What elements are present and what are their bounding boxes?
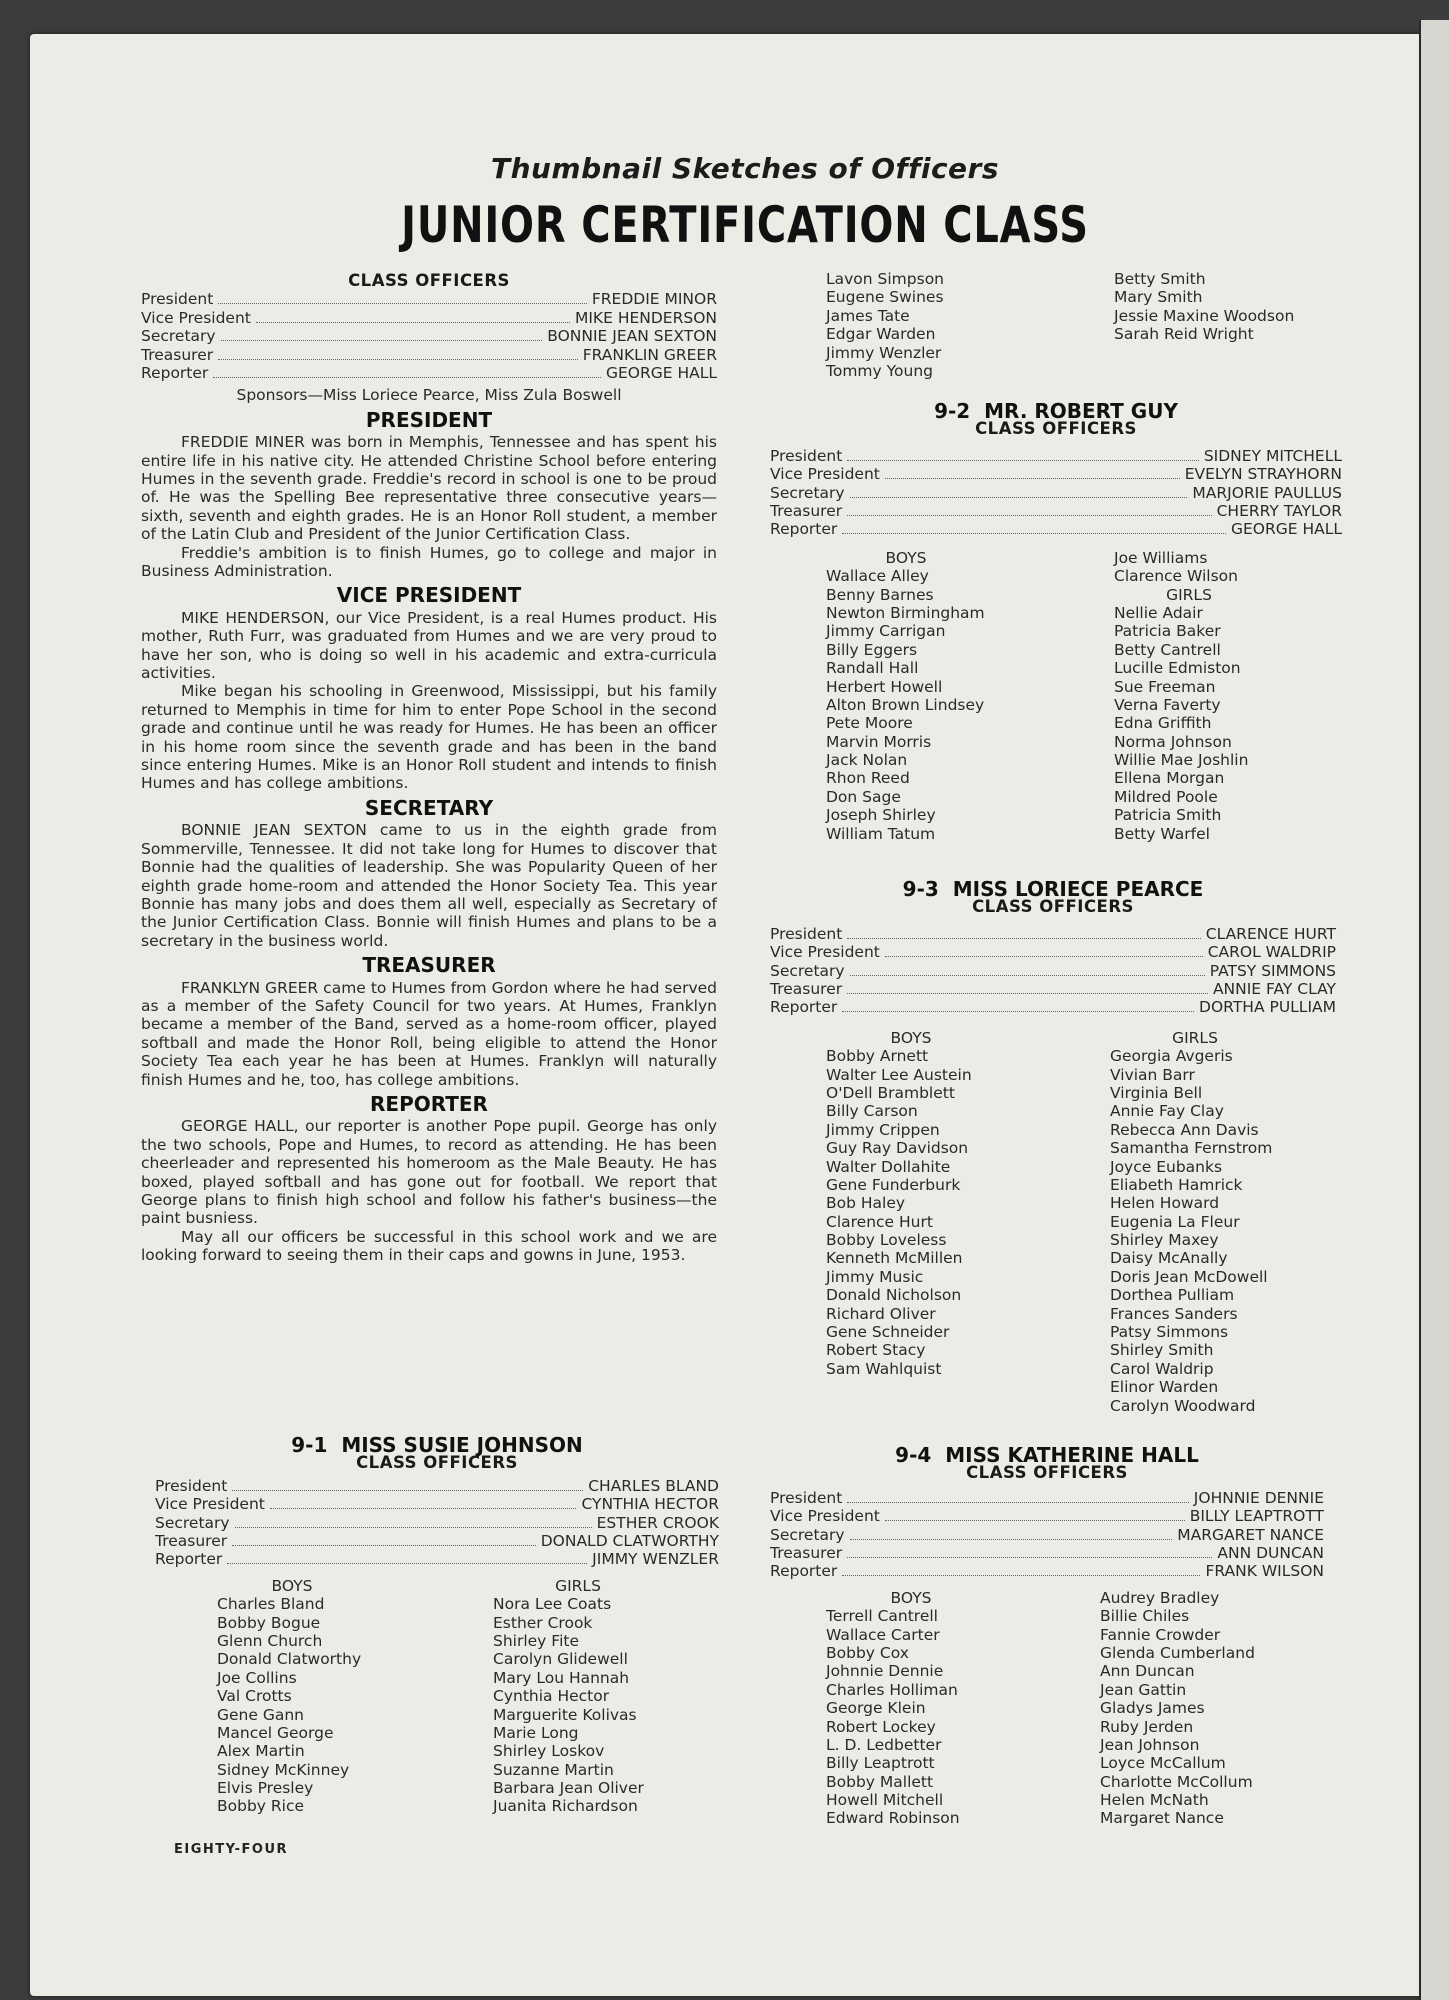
officer-row bbox=[770, 925, 1336, 943]
student-name: Shirley Loskov bbox=[493, 1742, 605, 1761]
student-name: Eugenia La Fleur bbox=[1110, 1212, 1240, 1231]
officer-name: FRANKLIN GREER bbox=[582, 345, 717, 364]
leader-dots bbox=[842, 521, 1226, 534]
student-name: Don Sage bbox=[826, 787, 901, 806]
sketch-body bbox=[141, 1117, 717, 1264]
student-name: Herbert Howell bbox=[826, 677, 943, 696]
student-name: Bobby Mallett bbox=[826, 1772, 934, 1791]
student-name: Walter Dollahite bbox=[826, 1157, 951, 1176]
officer-name: MIKE HENDERSON bbox=[574, 308, 717, 327]
girls-label: GIRLS bbox=[555, 1576, 601, 1595]
student-name: Jean Gattin bbox=[1100, 1680, 1187, 1699]
officer-row bbox=[770, 962, 1336, 980]
student-name: Lavon Simpson bbox=[826, 270, 945, 288]
sponsors-line: Sponsors—Miss Loriece Pearce, Miss Zula Boswell bbox=[236, 386, 622, 405]
student-name: Daisy McAnally bbox=[1110, 1249, 1228, 1268]
officer-name: CHERRY TAYLOR bbox=[1216, 501, 1342, 520]
officer-row bbox=[155, 1495, 719, 1513]
student-name: Tommy Young bbox=[826, 361, 933, 380]
student-name: Newton Birmingham bbox=[826, 603, 985, 622]
leader-dots bbox=[256, 310, 570, 323]
student-name: Joe Williams bbox=[1114, 548, 1208, 567]
sketch-body bbox=[141, 433, 717, 580]
student-name: Richard Oliver bbox=[826, 1304, 936, 1323]
leader-dots bbox=[218, 291, 587, 304]
student-name: Marguerite Kolivas bbox=[493, 1705, 637, 1724]
page-number: EIGHTY-FOUR bbox=[174, 1842, 289, 1857]
student-name: Gene Funderburk bbox=[826, 1175, 961, 1194]
room-9-1-heading bbox=[155, 1433, 719, 1457]
officer-row bbox=[141, 327, 717, 345]
officer-row bbox=[770, 980, 1336, 998]
officer-name: GEORGE HALL bbox=[1230, 520, 1342, 539]
sketch-body bbox=[141, 979, 717, 1089]
main-officers-list bbox=[141, 290, 717, 382]
leader-dots bbox=[885, 466, 1180, 479]
student-name: Norma Johnson bbox=[1114, 732, 1232, 751]
officer-row bbox=[155, 1550, 719, 1568]
student-name: Joseph Shirley bbox=[826, 806, 936, 825]
student-name: Mary Smith bbox=[1114, 288, 1203, 307]
room-teacher: MISS SUSIE JOHNSON bbox=[341, 1433, 583, 1457]
leader-dots bbox=[232, 1533, 536, 1546]
room-number: 9-1 bbox=[291, 1433, 328, 1457]
officer-name: ANNIE FAY CLAY bbox=[1212, 979, 1336, 998]
officer-row bbox=[141, 364, 717, 382]
student-name: Alton Brown Lindsey bbox=[826, 695, 985, 714]
officer-row bbox=[770, 1489, 1324, 1507]
student-name: George Klein bbox=[826, 1699, 926, 1718]
student-name: Betty Warfel bbox=[1114, 824, 1210, 843]
officer-row bbox=[770, 1544, 1324, 1562]
room-9-4-heading bbox=[770, 1443, 1324, 1467]
leader-dots bbox=[847, 1490, 1188, 1503]
student-name: Pete Moore bbox=[826, 714, 913, 733]
boys-label: BOYS bbox=[271, 1576, 313, 1595]
officer-name: BONNIE JEAN SEXTON bbox=[547, 327, 717, 346]
student-name: Eugene Swines bbox=[826, 288, 944, 307]
officer-name: CHARLES BLAND bbox=[588, 1476, 719, 1495]
officer-row bbox=[770, 465, 1342, 483]
student-name: Terrell Cantrell bbox=[826, 1607, 938, 1626]
student-name: Lucille Edmiston bbox=[1114, 659, 1241, 678]
sketch-heading: VICE PRESIDENT bbox=[336, 583, 522, 608]
student-name: Rebecca Ann Davis bbox=[1110, 1120, 1259, 1139]
officer-name: GEORGE HALL bbox=[605, 363, 717, 382]
room-number: 9-3 bbox=[902, 877, 939, 901]
officer-role: Vice President bbox=[770, 465, 880, 484]
officer-role: President bbox=[770, 1488, 843, 1507]
officer-role: President bbox=[770, 924, 843, 943]
student-name: Gladys James bbox=[1100, 1699, 1205, 1718]
officer-name: MARGARET NANCE bbox=[1177, 1525, 1324, 1544]
facing-page-edge bbox=[1419, 20, 1449, 2000]
officer-row bbox=[770, 520, 1342, 538]
sketch-body bbox=[141, 609, 717, 793]
leader-dots bbox=[850, 1527, 1173, 1540]
officer-row bbox=[155, 1532, 719, 1550]
leader-dots bbox=[847, 981, 1208, 994]
sketch-heading: TREASURER bbox=[362, 953, 496, 978]
sketch-paragraph: May all our officers be successful in this school work and we are looking forward to seeing them in their caps and gowns in June, 1953. bbox=[141, 1227, 717, 1265]
student-name: Johnnie Dennie bbox=[826, 1662, 944, 1681]
student-name: Carolyn Woodward bbox=[1110, 1396, 1256, 1415]
officer-name: FRANK WILSON bbox=[1205, 1562, 1324, 1581]
class-officers-heading: CLASS OFFICERS bbox=[348, 271, 510, 290]
student-name: Annie Fay Clay bbox=[1110, 1102, 1224, 1121]
officer-row bbox=[770, 1526, 1324, 1544]
officer-name: CYNTHIA HECTOR bbox=[581, 1495, 719, 1514]
room-teacher: MISS KATHERINE HALL bbox=[945, 1443, 1199, 1467]
room-9-1-section bbox=[155, 1433, 719, 1816]
officer-name: FREDDIE MINOR bbox=[591, 290, 717, 309]
student-name: Joyce Eubanks bbox=[1110, 1157, 1223, 1176]
student-name: Edward Robinson bbox=[826, 1809, 960, 1828]
student-name: Kenneth McMillen bbox=[826, 1249, 963, 1268]
officer-role: Vice President bbox=[155, 1495, 265, 1514]
page-title: JUNIOR CERTIFICATION CLASS bbox=[401, 196, 1089, 254]
student-name: Charlotte McCollum bbox=[1100, 1772, 1253, 1791]
student-name: Bobby Loveless bbox=[826, 1231, 947, 1250]
sketch-heading: SECRETARY bbox=[364, 795, 494, 820]
room-9-4-officers bbox=[770, 1489, 1324, 1581]
officer-row bbox=[141, 346, 717, 364]
room-9-2-heading bbox=[770, 399, 1342, 423]
student-name: Bobby Arnett bbox=[826, 1047, 929, 1066]
student-name: Edna Griffith bbox=[1114, 714, 1212, 733]
officer-role: Vice President bbox=[770, 1507, 880, 1526]
student-name: Patsy Simmons bbox=[1110, 1323, 1229, 1342]
leader-dots bbox=[218, 347, 578, 360]
officer-role: Secretary bbox=[770, 483, 845, 502]
student-name: Shirley Maxey bbox=[1110, 1231, 1219, 1250]
student-name: Glenn Church bbox=[217, 1631, 323, 1650]
officer-role: Secretary bbox=[770, 961, 845, 980]
officer-name: MARJORIE PAULLUS bbox=[1192, 483, 1342, 502]
sketch-paragraph: FREDDIE MINER was born in Memphis, Tennessee and has spent his entire life in his native city. He attended Christine School before entering Humes in the seventh grade. Freddie's record in school is one to be proud of. He was the Spelling Bee representative three consecutive years—sixth, seventh and eighth grades. He is an Honor Roll student, a member of the Latin Club and President of the Junior Certification Class. bbox=[141, 433, 717, 544]
room-number: 9-2 bbox=[934, 399, 971, 423]
officer-role: Treasurer bbox=[141, 345, 214, 364]
sketch-body bbox=[141, 821, 717, 950]
officer-row bbox=[141, 309, 717, 327]
officer-row bbox=[770, 1562, 1324, 1580]
student-name: Clarence Hurt bbox=[826, 1212, 933, 1231]
student-name: Alex Martin bbox=[217, 1742, 305, 1761]
student-name: Carol Waldrip bbox=[1110, 1359, 1214, 1378]
officer-role: Reporter bbox=[141, 363, 209, 382]
page-subtitle: Thumbnail Sketches of Officers bbox=[490, 152, 1000, 185]
student-name: Verna Faverty bbox=[1114, 695, 1221, 714]
student-name: Edgar Warden bbox=[826, 325, 936, 344]
student-name: Nellie Adair bbox=[1114, 603, 1203, 622]
officer-role: Treasurer bbox=[770, 501, 843, 520]
officer-row bbox=[770, 1507, 1324, 1525]
student-name: Jean Johnson bbox=[1100, 1735, 1200, 1754]
student-name: Nora Lee Coats bbox=[493, 1595, 612, 1614]
boys-label: BOYS bbox=[890, 1588, 932, 1607]
leader-dots bbox=[232, 1478, 583, 1491]
officer-row bbox=[155, 1477, 719, 1495]
officer-role: Reporter bbox=[770, 998, 838, 1017]
student-name: Wallace Alley bbox=[826, 567, 929, 586]
student-name: Billie Chiles bbox=[1100, 1607, 1190, 1626]
room-9-3-officers bbox=[770, 925, 1336, 1017]
student-name: Mancel George bbox=[217, 1723, 334, 1742]
leader-dots bbox=[213, 365, 601, 378]
officer-row bbox=[141, 290, 717, 308]
girls-label: GIRLS bbox=[1172, 1028, 1218, 1047]
student-name: Bobby Rice bbox=[217, 1797, 305, 1816]
room-number: 9-4 bbox=[895, 1443, 932, 1467]
student-name: Joe Collins bbox=[217, 1668, 297, 1687]
girls-label: GIRLS bbox=[1166, 585, 1212, 604]
student-name: Fannie Crowder bbox=[1100, 1625, 1221, 1644]
officer-name: CAROL WALDRIP bbox=[1207, 943, 1336, 962]
student-name: Betty Cantrell bbox=[1114, 640, 1221, 659]
room-9-4-section bbox=[770, 1443, 1324, 1828]
student-name: Ellena Morgan bbox=[1114, 769, 1225, 788]
officer-row bbox=[770, 998, 1336, 1016]
left-column bbox=[141, 272, 717, 1265]
officer-role: Treasurer bbox=[770, 1543, 843, 1562]
student-name: Betty Smith bbox=[1114, 270, 1206, 288]
student-name: Cynthia Hector bbox=[493, 1687, 610, 1706]
officer-role: Secretary bbox=[141, 327, 216, 346]
student-name: Margaret Nance bbox=[1100, 1809, 1224, 1828]
room-9-3-names bbox=[770, 1029, 1336, 1415]
student-name: O'Dell Bramblett bbox=[826, 1083, 955, 1102]
room-teacher: MR. ROBERT GUY bbox=[984, 399, 1178, 423]
officer-role: Reporter bbox=[770, 520, 838, 539]
officer-name: DONALD CLATWORTHY bbox=[540, 1531, 719, 1550]
student-name: Glenda Cumberland bbox=[1100, 1643, 1255, 1662]
student-name: Virginia Bell bbox=[1110, 1083, 1203, 1102]
room-9-2-officers bbox=[770, 447, 1342, 539]
officer-role: Reporter bbox=[770, 1562, 838, 1581]
officer-role: Secretary bbox=[155, 1513, 230, 1532]
leader-dots bbox=[850, 963, 1205, 976]
officer-role: President bbox=[141, 290, 214, 309]
student-name: Marie Long bbox=[493, 1723, 579, 1742]
student-name: Sue Freeman bbox=[1114, 677, 1216, 696]
room-9-3-section bbox=[770, 877, 1336, 1415]
boys-label: BOYS bbox=[885, 548, 927, 567]
student-name: Samantha Fernstrom bbox=[1110, 1139, 1273, 1158]
boys-label: BOYS bbox=[890, 1028, 932, 1047]
leader-dots bbox=[885, 944, 1203, 957]
student-name: Robert Lockey bbox=[826, 1717, 936, 1736]
student-name: Mildred Poole bbox=[1114, 787, 1218, 806]
student-name: Randall Hall bbox=[826, 659, 919, 678]
leader-dots bbox=[847, 1545, 1212, 1558]
sketch-paragraph: FRANKLYN GREER came to Humes from Gordon where he had served as a member of the Safety Council for two years. At Humes, Franklyn became a member of the Band, served as a home-room officer, played softball and made the Honor Roll, being eligible to attend the Honor Society Tea each year he has been at Humes. Franklyn will naturally finish Humes and he, too, has college ambitions. bbox=[141, 978, 717, 1089]
student-name: Bobby Bogue bbox=[217, 1613, 321, 1632]
class-officers-heading: CLASS OFFICERS bbox=[972, 897, 1134, 917]
student-name: L. D. Ledbetter bbox=[826, 1735, 942, 1754]
student-name: Billy Carson bbox=[826, 1102, 918, 1121]
student-name: Jimmy Wenzler bbox=[826, 343, 942, 362]
officer-name: JOHNNIE DENNIE bbox=[1193, 1488, 1324, 1507]
officer-name: ESTHER CROOK bbox=[596, 1513, 719, 1532]
student-name: Charles Holliman bbox=[826, 1680, 958, 1699]
student-name: Jimmy Music bbox=[826, 1267, 924, 1286]
officer-name: BILLY LEAPTROTT bbox=[1189, 1507, 1324, 1526]
student-name: Carolyn Glidewell bbox=[493, 1650, 628, 1669]
student-name: Shirley Fite bbox=[493, 1631, 579, 1650]
leader-dots bbox=[847, 503, 1211, 516]
student-name: Billy Eggers bbox=[826, 640, 918, 659]
student-name: Charles Bland bbox=[217, 1595, 325, 1614]
leader-dots bbox=[227, 1551, 587, 1564]
student-name: Jack Nolan bbox=[826, 751, 908, 770]
student-name: Gene Schneider bbox=[826, 1323, 950, 1342]
officer-role: President bbox=[155, 1476, 228, 1495]
student-name: Juanita Richardson bbox=[493, 1797, 638, 1816]
officer-name: ANN DUNCAN bbox=[1217, 1543, 1324, 1562]
leader-dots bbox=[847, 448, 1199, 461]
student-name: Sidney McKinney bbox=[217, 1760, 350, 1779]
student-name: Marvin Morris bbox=[826, 732, 932, 751]
officer-role: Vice President bbox=[141, 308, 251, 327]
room-9-1-continued bbox=[826, 270, 1346, 380]
officer-name: CLARENCE HURT bbox=[1205, 924, 1336, 943]
room-teacher: MISS LORIECE PEARCE bbox=[952, 877, 1204, 901]
officer-row bbox=[770, 943, 1336, 961]
officer-role: Reporter bbox=[155, 1550, 223, 1569]
student-name: Clarence Wilson bbox=[1114, 567, 1238, 586]
student-name: Doris Jean McDowell bbox=[1110, 1267, 1268, 1286]
student-name: Rhon Reed bbox=[826, 769, 910, 788]
officer-row bbox=[770, 484, 1342, 502]
room-9-3-heading bbox=[770, 877, 1336, 901]
sketch-paragraph: Freddie's ambition is to finish Humes, go to college and major in Business Administration. bbox=[141, 543, 717, 581]
student-name: Howell Mitchell bbox=[826, 1791, 944, 1810]
student-name: Sam Wahlquist bbox=[826, 1359, 942, 1378]
leader-dots bbox=[270, 1496, 577, 1509]
student-name: Helen McNath bbox=[1100, 1791, 1209, 1810]
student-name: Jimmy Crippen bbox=[826, 1120, 940, 1139]
sketch-heading: PRESIDENT bbox=[365, 407, 493, 432]
leader-dots bbox=[847, 926, 1200, 939]
officer-name: JIMMY WENZLER bbox=[592, 1550, 719, 1569]
student-name: Vivian Barr bbox=[1110, 1065, 1195, 1084]
room-9-2-section bbox=[770, 399, 1342, 843]
student-name: Esther Crook bbox=[493, 1613, 593, 1632]
class-officers-heading: CLASS OFFICERS bbox=[975, 419, 1137, 439]
room-9-2-names bbox=[770, 549, 1342, 843]
student-name: Val Crotts bbox=[217, 1687, 292, 1706]
student-name: Walter Lee Austein bbox=[826, 1065, 972, 1084]
leader-dots bbox=[221, 328, 543, 341]
leader-dots bbox=[842, 999, 1194, 1012]
student-name: Jimmy Carrigan bbox=[826, 622, 946, 641]
sketch-paragraph: GEORGE HALL, our reporter is another Pope pupil. George has only the two schools, Pope and Humes, to record as attending. He has been cheerleader and represented his homeroom as the Male Beauty. He has boxed, played softball and has gone out for football. We report that George plans to finish high school and follow his father's business—the paint busniess. bbox=[141, 1117, 717, 1228]
student-name: Shirley Smith bbox=[1110, 1341, 1214, 1360]
officer-role: Treasurer bbox=[155, 1531, 228, 1550]
student-name: Audrey Bradley bbox=[1100, 1588, 1220, 1607]
student-name: William Tatum bbox=[826, 824, 936, 843]
student-name: Billy Leaptrott bbox=[826, 1754, 935, 1773]
student-name: Georgia Avgeris bbox=[1110, 1047, 1233, 1066]
officer-sketches bbox=[141, 407, 717, 1265]
leader-dots bbox=[885, 1508, 1185, 1521]
officer-role: Treasurer bbox=[770, 979, 843, 998]
student-name: Bobby Cox bbox=[826, 1643, 909, 1662]
sketch-heading: REPORTER bbox=[370, 1091, 488, 1116]
leader-dots bbox=[235, 1515, 592, 1528]
student-name: Mary Lou Hannah bbox=[493, 1668, 630, 1687]
officer-row bbox=[770, 447, 1342, 465]
student-name: Helen Howard bbox=[1110, 1194, 1220, 1213]
student-name: Wallace Carter bbox=[826, 1625, 940, 1644]
student-name: Gene Gann bbox=[217, 1705, 304, 1724]
officer-name: DORTHA PULLIAM bbox=[1199, 998, 1336, 1017]
student-name: Donald Clatworthy bbox=[217, 1650, 362, 1669]
student-name: Ruby Jerden bbox=[1100, 1717, 1194, 1736]
officer-name: PATSY SIMMONS bbox=[1209, 961, 1336, 980]
student-name: Suzanne Martin bbox=[493, 1760, 614, 1779]
officer-name: EVELYN STRAYHORN bbox=[1184, 465, 1342, 484]
class-officers-heading: CLASS OFFICERS bbox=[966, 1463, 1128, 1483]
student-name: Ann Duncan bbox=[1100, 1662, 1195, 1681]
student-name: Patricia Smith bbox=[1114, 806, 1222, 825]
room-9-1-officers bbox=[155, 1477, 719, 1569]
student-name: Sarah Reid Wright bbox=[1114, 325, 1254, 344]
student-name: Donald Nicholson bbox=[826, 1286, 962, 1305]
class-officers-heading: CLASS OFFICERS bbox=[356, 1453, 518, 1473]
officer-name: SIDNEY MITCHELL bbox=[1203, 446, 1342, 465]
student-name: Benny Barnes bbox=[826, 585, 934, 604]
student-name: Robert Stacy bbox=[826, 1341, 926, 1360]
leader-dots bbox=[842, 1563, 1200, 1576]
officer-role: Vice President bbox=[770, 943, 880, 962]
student-name: Elvis Presley bbox=[217, 1779, 314, 1798]
leader-dots bbox=[850, 485, 1188, 498]
student-name: Elinor Warden bbox=[1110, 1378, 1219, 1397]
student-name: Willie Mae Joshlin bbox=[1114, 751, 1249, 770]
officer-role: Secretary bbox=[770, 1525, 845, 1544]
student-name: Patricia Baker bbox=[1114, 622, 1221, 641]
room-9-1-names bbox=[155, 1577, 719, 1816]
student-name: Frances Sanders bbox=[1110, 1304, 1238, 1323]
student-name: Loyce McCallum bbox=[1100, 1754, 1226, 1773]
officer-row bbox=[770, 502, 1342, 520]
officer-role: President bbox=[770, 446, 843, 465]
sketch-paragraph: BONNIE JEAN SEXTON came to us in the eighth grade from Sommerville, Tennessee. It did not take long for Humes to discover that Bonnie had the qualities of leadership. She was Popularity Queen of her eighth grade home-room and attended the Honor Society Tea. This year Bonnie has many jobs and does them all well, especially as Secretary of the Junior Certification Class. Bonnie will finish Humes and plans to be a secretary in the business world. bbox=[141, 821, 717, 950]
student-name: Guy Ray Davidson bbox=[826, 1139, 969, 1158]
student-name: Eliabeth Hamrick bbox=[1110, 1175, 1243, 1194]
student-name: Dorthea Pulliam bbox=[1110, 1286, 1235, 1305]
room-9-4-names bbox=[770, 1589, 1324, 1828]
student-name: James Tate bbox=[826, 306, 910, 325]
student-name: Jessie Maxine Woodson bbox=[1114, 306, 1295, 325]
student-name: Bob Haley bbox=[826, 1194, 906, 1213]
sketch-paragraph: MIKE HENDERSON, our Vice President, is a real Humes product. His mother, Ruth Furr, was graduated from Humes and we are very proud to have her son, who is doing so well in his academic and extra-curricula activities. bbox=[141, 608, 717, 683]
student-name: Barbara Jean Oliver bbox=[493, 1779, 644, 1798]
officer-row bbox=[155, 1514, 719, 1532]
sketch-paragraph: Mike began his schooling in Greenwood, Mississippi, but his family returned to Memphis in time for him to enter Pope School in the second grade and continue until he was ready for Humes. He has been an officer in his home room since the seventh grade and has been in the band since entering Humes. Mike is an Honor Roll student and intends to finish Humes and has college ambitions. bbox=[141, 682, 717, 793]
